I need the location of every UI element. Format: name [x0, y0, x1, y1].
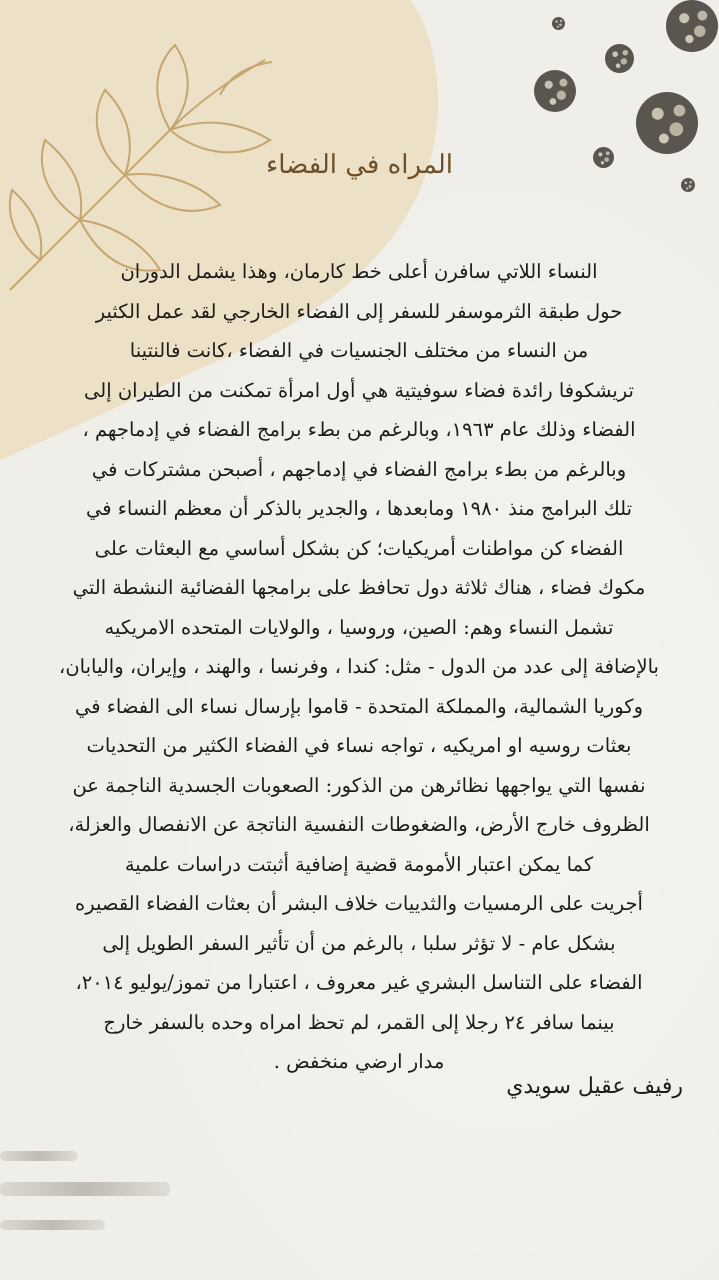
text-line: بالإضافة إلى عدد من الدول - مثل: كندا ، وفرنسا ، والهند ، وإيران، واليابان، — [59, 655, 659, 678]
text-line: بشكل عام - لا تؤثر سلبا ، بالرغم من أن تأثير السفر الطويل إلى — [102, 931, 616, 955]
text-line: وكوريا الشمالية، والمملكة المتحدة - قاموا بإرسال نساء الى الفضاء في — [74, 694, 644, 718]
decorative-dot — [666, 0, 718, 52]
article-body — [36, 252, 682, 1082]
text-line: الفضاء كن مواطنات أمريكيات؛ كن بشكل أساسي مع البعثات على — [94, 536, 624, 560]
decorative-dot — [636, 92, 698, 154]
text-line: حول طبقة الثرموسفر للسفر إلى الفضاء الخارجي لقد عمل الكثير — [95, 299, 623, 323]
decorative-brush-stroke — [0, 1151, 78, 1161]
page-title: المراه في الفضاء — [266, 150, 453, 180]
text-line: تريشكوفا رائدة فضاء سوفيتية هي أول امرأة تمكنت من الطيران إلى — [84, 378, 634, 402]
decorative-dot — [552, 17, 565, 30]
decorative-dot — [681, 178, 695, 192]
text-line: بعثات روسيه او امريكيه ، تواجه نساء في الفضاء الكثير من التحديات — [86, 734, 632, 757]
text-line: وبالرغم من بطء برامج الفضاء في إدماجهم ، أصبحن مشتركات في — [91, 457, 627, 481]
text-line: كما يمكن اعتبار الأمومة قضية إضافية أثبتت دراسات علمية — [124, 852, 594, 876]
text-line: مكوك فضاء ، هناك ثلاثة دول تحافظ على برامجها الفضائية النشطة التي — [72, 576, 646, 599]
decorative-dot — [534, 70, 576, 112]
text-line: النساء اللاتي سافرن أعلى خط كارمان، وهذا يشمل الدوران — [120, 260, 598, 283]
decorative-brush-stroke — [0, 1220, 105, 1230]
text-line: من النساء من مختلف الجنسيات في الفضاء ،كانت فالنتينا — [129, 339, 589, 362]
text-line: تشمل النساء وهم: الصين، وروسيا ، والولايات المتحده الامريكيه — [104, 615, 614, 639]
text-line: تلك البرامج منذ ١٩٨٠ ومابعدها ، والجدير بالذكر أن معظم النساء في — [85, 497, 633, 520]
text-line: الظروف خارج الأرض، والضغوطات النفسية الناتجة عن الانفصال والعزلة، — [68, 813, 650, 836]
decorative-brush-stroke — [0, 1182, 170, 1196]
text-line: مدار ارضي منخفض . — [273, 1050, 445, 1073]
text-line: الفضاء على التناسل البشري غير معروف ، اعتبارا من تموز/يوليو ٢٠١٤، — [75, 971, 643, 994]
text-line: نفسها التي يواجهها نظائرهن من الذكور: الصعوبات الجسدية الناجمة عن — [72, 773, 646, 797]
text-line: الفضاء وذلك عام ١٩٦٣، وبالرغم من بطء برامج الفضاء في إدماجهم ، — [82, 418, 636, 441]
text-line: أجريت على الرمسيات والثدييات خلاف البشر أن بعثات الفضاء القصيره — [75, 892, 643, 915]
text-line: بينما سافر ٢٤ رجلا إلى القمر، لم تحظ امراه وحده بالسفر خارج — [103, 1010, 615, 1034]
author-signature: رفيف عقيل سويدي — [506, 1074, 683, 1099]
decorative-dot — [605, 44, 634, 73]
